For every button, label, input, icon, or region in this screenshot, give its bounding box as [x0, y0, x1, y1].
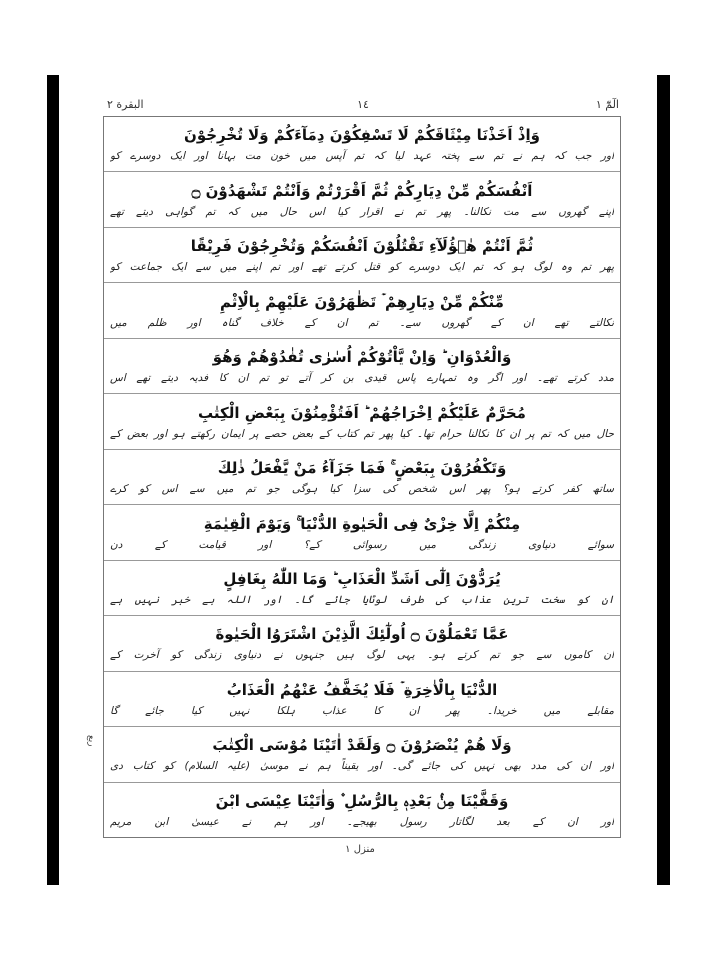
verse-table [103, 116, 621, 838]
arabic-text: اَنْفُسَكُمْ مِّنْ دِيَارِكُمْ ثُمَّ اَقْرَرْتُمْ وَاَنْتُمْ تَشْهَدُوْنَ ۝ [191, 181, 533, 200]
arabic-text: وَتَكْفُرُوْنَ بِبَعْضٍ ۚ فَمَا جَزَآءُ مَنْ يَّفْعَلُ ذٰلِكَ [217, 459, 507, 478]
verse-row [104, 339, 620, 394]
urdu-translation: ساتھ کفر کرتے ہو؟ پھر اس شخص کی سزا کیا ہوگی جو تم میں سے اس کو کرے [110, 483, 614, 496]
manzil-footer: منزل ١ [345, 844, 375, 855]
scan-border-right [657, 75, 670, 885]
urdu-translation: نکالتے تھے ان کے گھروں سے۔ تم ان کے خلاف گناہ اور ظلم میں [110, 316, 614, 329]
surah-name: البقرة ٢ [107, 98, 144, 111]
side-mark: ربع [86, 735, 96, 747]
page-header [103, 98, 623, 114]
urdu-translation: حال میں کہ تم پر ان کا نکالنا حرام تھا۔ کیا پھر تم کتاب کے بعض حصے پر ایمان رکھتے ہو اور بعض کے [110, 427, 614, 440]
verse-row [104, 117, 620, 172]
verse-row [104, 283, 620, 338]
arabic-text: وَاِذْ اَخَذْنَا مِيْثَاقَكُمْ لَا تَسْفِكُوْنَ دِمَآءَكُمْ وَلَا تُخْرِجُوْنَ [184, 126, 540, 145]
urdu-translation: سوائے دنیاوی زندگی میں رسوائی کے؟ اور قیامت کے دن [110, 538, 614, 551]
verse-row [104, 783, 620, 837]
urdu-translation: اپنے گھروں سے مت نکالنا۔ پھر تم نے اقرار کیا اس حال میں کہ تم گواہی دیتے تھے [110, 205, 614, 218]
arabic-text: وَلَا هُمْ يُنْصَرُوْنَ ۝ وَلَقَدْ اٰتَيْنَا مُوْسَى الْكِتٰبَ [212, 736, 512, 755]
urdu-translation: پھر تم وہ لوگ ہو کہ تم ایک دوسرے کو قتل کرتے تھے اور تم اپنے میں سے ایک جماعت کو [110, 261, 614, 274]
juz-name: الٓمّٓ ١ [595, 98, 619, 111]
arabic-text: مِّنْكُمْ مِّنْ دِيَارِهِمْ ۡ تَظٰهَرُوْنَ عَلَيْهِمْ بِالْاِثْمِ [220, 292, 504, 311]
arabic-text: يُرَدُّوْنَ اِلٰٓى اَشَدِّ الْعَذَابِ ؕ وَمَا اللّٰهُ بِغَافِلٍ [223, 569, 501, 588]
urdu-translation: مقابلے میں خریدا۔ پھر ان کا عذاب ہلکا نہیں کیا جائے گا [110, 704, 614, 717]
verse-row [104, 561, 620, 616]
urdu-translation: اور ان کی مدد بھی نہیں کی جائے گی۔ اور یقیناً ہم نے موسیٰ (علیہ السلام) کو کتاب دی [110, 760, 614, 773]
verse-row [104, 672, 620, 727]
verse-row [104, 228, 620, 283]
arabic-text: الدُّنْيَا بِالْاٰخِرَةِ ۡ فَلَا يُخَفَّفُ عَنْهُمُ الْعَذَابُ [226, 680, 498, 699]
arabic-text: وَالْعُدْوَانِ ؕ وَاِنْ يَّاْتُوْكُمْ اُسٰرٰى تُفٰدُوْهُمْ وَهُوَ [212, 348, 512, 367]
urdu-translation: مدد کرتے تھے۔ اور اگر وہ تمہارے پاس قیدی بن کر آتے تو تم ان کا فدیہ دیتے تھے اس [110, 372, 614, 385]
arabic-text: مُحَرَّمٌ عَلَيْكُمْ اِخْرَاجُهُمْ ؕ اَفَتُؤْمِنُوْنَ بِبَعْضِ الْكِتٰبِ [198, 403, 526, 422]
verse-row [104, 616, 620, 671]
arabic-text: مِنْكُمْ اِلَّا خِزْىٌ فِى الْحَيٰوةِ الدُّنْيَا ۚ وَيَوْمَ الْقِيٰمَةِ [203, 514, 521, 533]
arabic-text: عَمَّا تَعْمَلُوْنَ ۝ اُولٰٓئِكَ الَّذِيْنَ اشْتَرَوُا الْحَيٰوةَ [215, 625, 509, 644]
page-number: ١٤ [357, 98, 369, 111]
verse-row [104, 727, 620, 782]
verse-row [104, 172, 620, 227]
arabic-text: وَقَفَّيْنَا مِنْۢ بَعْدِهٖ بِالرُّسُلِ ۫ وَاٰتَيْنَا عِيْسَى ابْنَ [215, 791, 509, 810]
urdu-translation: اور ان کے بعد لگاتار رسول بھیجے۔ اور ہم نے عیسیٰ ابن مریم [110, 815, 614, 828]
urdu-translation: اور جب کہ ہم نے تم سے پختہ عہد لیا کہ تم آپس میں خون مت بہانا اور ایک دوسرے کو [110, 150, 614, 163]
verse-row [104, 505, 620, 560]
scan-border-left [47, 75, 59, 885]
verse-row [104, 450, 620, 505]
urdu-translation: ان کاموں سے جو تم کرتے ہو۔ یہی لوگ ہیں جنہوں نے دنیاوی زندگی کو آخرت کے [110, 649, 614, 662]
urdu-translation: ان کو سخت ترین عذاب کی طرف لوٹایا جائے گا۔ اور اللہ بے خبر نہیں ہے [110, 593, 614, 606]
verse-row [104, 394, 620, 449]
arabic-text: ثُمَّ اَنْتُمْ هٰۤؤُلَآءِ تَقْتُلُوْنَ اَنْفُسَكُمْ وَتُخْرِجُوْنَ فَرِيْقًا [190, 237, 534, 256]
